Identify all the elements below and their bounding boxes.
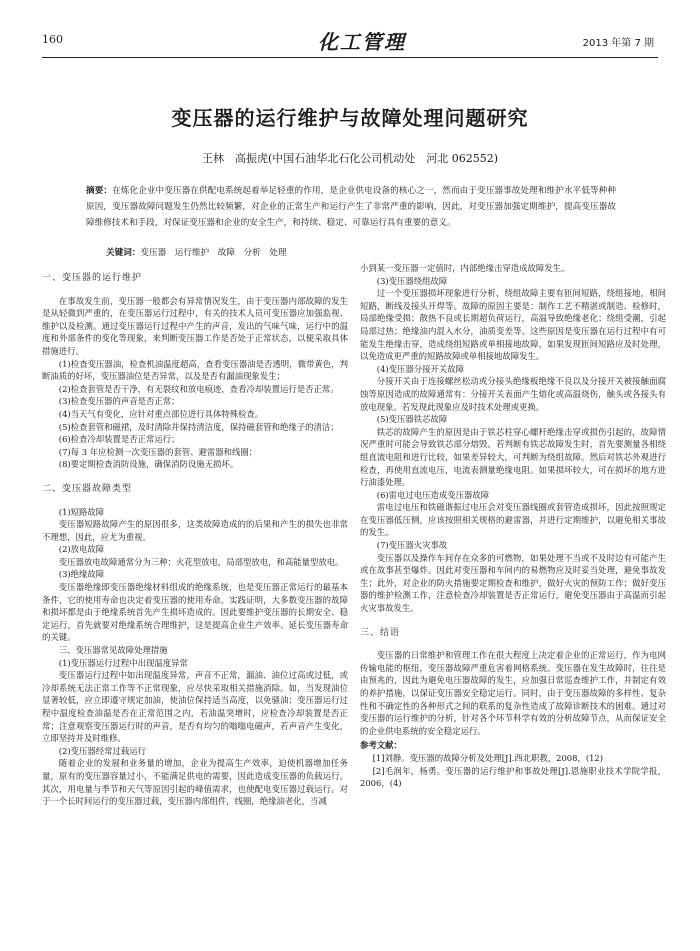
subheading: (5)变压器铁芯故障 [376,414,448,425]
subsection-heading: 三、变压器常见故障处理措施 [58,645,168,656]
subheading: (7)变压器火灾事故 [376,540,448,551]
subheading: (2)放电故障 [58,544,105,555]
paragraph: 铁芯的故障产生的原因是由于铁芯柱穿心螺杆绝缘击穿或损伤引起的，故障情况严重时可能会导致铁芯部分熔毁。若判断有铁芯故障发生时，首先要测量各相绕组直流电阻和进行比较，如果差异较大，可判断为绕组故障。然后对铁芯外观进行检查，再使用直流电压，电流表测量绝缘电阻。如果损坏较大，可在损坏的地方进行油漆处理。 [360,426,666,488]
list-item: (8)要定期检查消防设施，确保消防设施无损坏。 [58,459,239,470]
article-title: 变压器的运行维护与故障处理问题研究 [171,106,529,130]
subheading: (2)变压器经常过载运行 [58,745,147,756]
paragraph: 变压器以及操作车间存在众多的可燃物，如果处理不当或不及时边有可能产生或在故事甚至爆炸。因此对变压器和车间内的易燃物应及时妥当处理，避免事故发生；此外，对企业的防火措施要定期检查和维护，做好火灾的预防工作；做好变压器的维护检测工作，注意检查冷却装置是否正常运行，避免变压器由于高温而引起火灾事故发生。 [360,552,666,614]
paragraph: 变压器的日常维护和管理工作在很大程度上决定着企业的正常运行，作为电网传输电能的枢纽，变压器故障严重危害着网格系统。变压器在发生故障时，往往是由预兆的，因此为避免电压器故障的发生，应加强日常巡查维护工作，并制定有效的养护措施，以保证变压器安全稳定运行。同时，由于变压器故障的多样性、复杂性和不确定性的各种形式之间的联系的复杂性造成了故障诊断技术的困难。通过对变压器的运行维护的分析，针对各个环节科学有效的分析故障节点，从而保证安全的企业供电系统的安全稳定运行。 [360,650,666,736]
paragraph: 变压器放电故障通常分为三种：火花型放电，局部型放电，和高能量型放电。 [58,556,344,567]
list-item: (2)检查套管是否干净，有无裂纹和放电痕迹，查看冷却装置运行是否正常。 [58,383,339,394]
header-divider [42,57,658,58]
abstract-label: 摘要： [86,186,113,196]
paragraph: 分接开关由于连接螺丝松动或分接头绝缘板绝缘不良以及分接开关被接触面腐蚀等原因造成的故障通常有：分接开关表面产生熔化或高温烧伤，触头或各接头有放电现象。若发现此现象应及时技术处理或更换。 [360,376,666,412]
paragraph: 雷电过电压和铁磁谐振过电压会对变压器线圈或套管造成损坏，因此按照规定在变压器低压侧，应该按照相关规格的避雷器，并进行定期维护，以避免相关事故的发生。 [360,502,666,538]
reference-item: [2]毛润年，杨勇。变压器的运行维护和事故处理[J].恩施职业技术学院学报，2006，(4) [360,765,666,789]
abstract-text: 在炼化企业中变压器在供配电系统起着举足轻重的作用，是企业供电设备的核心之一，然而由于变压器事故处理和维护水平低等种种原因，变压器故障问题发生仍然比较频繁，对企业的正常生产和运行产生了非常严重的影响，因此，对变压器加强定期维护，提高变压器故障维修技术和手段，对保证变压器和企业的安全生产，和持续、稳定、可靠运行具有重要的意义。 [86,186,616,228]
subheading: (6)雷电过电压造成变压器故障 [376,489,490,500]
paragraph: 随着企业的发展和业务量的增加，企业为提高生产效率，迫使机器增加任务量，原有的变压器容量过小，不能满足供电的需要，因此造成变压器的负载运行。其次，用电量与季节和天气等原因引起的峰值需求，也使配电变压器过载运行。对于一个长时间运行的变压器过载，变压器内部组件，线圈，绝缘油老化，当减 [42,758,348,807]
section-heading: 三、结语 [360,627,401,638]
section-heading: 一、变压器的运行维护 [42,273,143,283]
list-item: (3)检查变压器的声音是否正常； [58,396,180,407]
subheading: (4)变压器分接开关故障 [376,363,465,374]
section-heading: 二、变压器故障类型 [42,483,133,494]
paragraph: 在事故发生前，变压器一般都会有异常情况发生，由于变压器内部故障的发生是从轻微到严重的，在变压器运行过程中，有关的技术人员可变压器应加强监视、维护以及检测。通过变压器运行过程中产生的声音，发出的气味气味，运行中的温度和外部条件的变化等现象，来判断变压器工作是否处于正常状态，以便采取具体措施进行。 [42,295,348,356]
list-item: (5)检查套管和磁裙，及时清除并保持清洁度，保持磁套管和绝缘子的清洁； [58,421,339,432]
subheading: (1)变压器运行过程中出现温度异常 [58,657,188,668]
paragraph: 过一个变压器损坏现象进行分析，绕组故障主要有匝间短路，绕组接地，相间短路，断线及接头开焊等。故障的原因主要是：制作工艺不精湛或制造、检修时，局部绝缘受损；散热不良或长期超负荷运行，高温导致绝缘老化；绕组受潮，引起局部过热；绝缘油内混入水分，油质变差等。这些原因是变压器在运行过程中有可能发生绝缘击穿，造成绕组短路或单相接地故障，如果发现匝间短路应及时处理，以免造成更严重的短路故障或单相接地故障发生。 [360,288,666,362]
subheading: (3)变压器绕组故障 [376,275,448,286]
subheading: (1)短路故障 [58,506,105,517]
left-column [42,262,348,808]
abstract [86,183,616,231]
subheading: (3)绝缘故障 [58,569,105,580]
journal-title: 化工管理 [318,30,406,54]
issue-label: 2013 年第 7 期 [582,38,654,49]
paragraph: 变压器短路故障产生的原因很多，这类故障造成的的后果和产生的损失也非常不理想，因此，应尤为重视。 [42,519,348,542]
paragraph: 小到某一变压器一定值时，内部绝缘击穿造成故障发生。 [360,263,570,273]
list-item: (7)每 3 年应检测一次变压器的套管、避雷器和线圈； [58,446,258,457]
list-item: (1)检查变压器油，检查机油温度超高，查看变压器油是否透明，微带黄色，判断油质的好坏，变压器油位是否异常，以及是否有漏油现象发生； [42,358,348,382]
right-column [360,262,666,790]
keywords-text: 变压器 运行维护 故障 分析 处理 [140,248,287,258]
reference-item: [1]刘静。变压器的故障分析及处理[J].西北职教，2008，(12) [372,752,604,763]
list-item: (6)检查冷却装置是否正常运行； [58,434,180,445]
references-heading: 参考文献： [360,740,402,751]
article-authors: 王林 高振虎(中国石油华北石化公司机动处 河北 062552) [201,152,499,165]
list-item: (4)当天气有变化，应针对重点部位进行具体特殊检查。 [58,408,264,419]
paragraph: 变压器绝缘即变压器绝缘材料组成的绝缘系统，也是变压器正常运行的最基本条件，它的使用寿命也决定着变压器的使用寿命。实践证明，大多数变压器的故障和损坏都是由于绝缘系统首先产生损坏造成的。因此要维护变压器的长期安全、稳定运行，首先就要对绝缘系统合理维护，这是提高企业生产效率、延长变压器寿命的关键。 [42,582,348,643]
page-number: 160 [42,33,63,46]
paragraph: 变压器运行过程中如出现温度异常，声音不正常，漏油、油位过高或过低，或冷却系统无法正常工作等不正常现象，应尽快采取相关措施消除。如，当发现油位显著较低，应立即遵守规定加油，使油位保持适当高度，以免骚油；变压器运行过程中温度检查油温是否在正常范围之内，若油温突增时，应检查冷却装置是否正常；注意观察变压器运行时的声音，是否有均匀的嗡嗡电磁声，若声音产生变化，立即坚持并及时维修。 [42,670,348,744]
keywords-label: 关键词： [106,248,141,258]
keywords [106,246,287,258]
